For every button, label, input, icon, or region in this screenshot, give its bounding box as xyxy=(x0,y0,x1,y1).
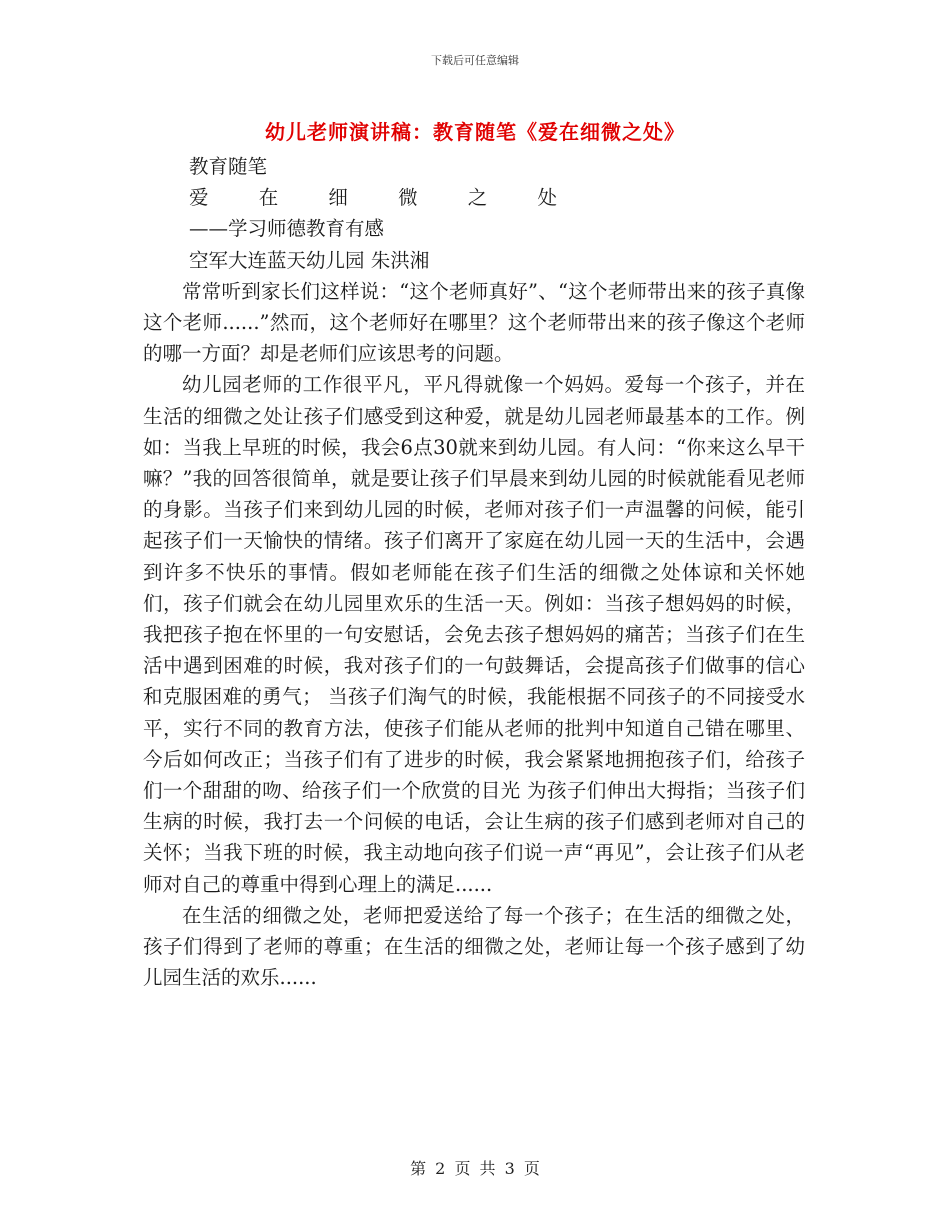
header-note: 下载后可任意编辑 xyxy=(431,54,519,67)
page-number: 第 2 页 共 3 页 xyxy=(410,1159,540,1178)
meta-subtitle: ——学习师德教育有感 xyxy=(189,217,385,241)
meta-category: 教育随笔 xyxy=(189,155,268,178)
meta-author: 空军大连蓝天幼儿园 朱洪湘 xyxy=(189,248,430,272)
meta-essay-title: 爱 在 细 微 之 处 xyxy=(189,186,579,210)
document-title: 幼儿老师演讲稿：教育随笔《爱在细微之处》 xyxy=(265,120,685,144)
document-body xyxy=(143,151,805,993)
paragraph-3: 在生活的细微之处，老师把爱送给了每一个孩子；在生活的细微之处，孩子们得到了老师的尊重；在生活的细微之处，老师让每一个孩子感到了幼儿园生活的欢乐...... xyxy=(143,903,805,990)
paragraph-2: 幼儿园老师的工作很平凡，平凡得就像一个妈妈。爱每一个孩子，并在生活的细微之处让孩子们感受到这种爱，就是幼儿园老师最基本的工作。例如：当我上早班的时候，我会6点30就来到幼儿园。有人问：“你来这么早干嘛？”我的回答很简单，就是要让孩子们早晨来到幼儿园的时候就能看见老师的身影。当孩子们来到幼儿园的时候，老师对孩子们一声温馨的问候，能引起孩子们一天愉快的情绪。孩子们离开了家庭在幼儿园一天的生活中，会遇到许多不快乐的事情。假如老师能在孩子们生活的细微之处体谅和关怀她们，孩子们就会在幼儿园里欢乐的生活一天。例如：当孩子想妈妈的时候，我把孩子抱在怀里的一句安慰话，会免去孩子想妈妈的痛苦；当孩子们在生活中遇到困难的时候，我对孩子们的一句鼓舞话，会提高孩子们做事的信心和克服困难的勇气； 当孩子们淘气的时候，我能根据不同孩子的不同接受水平，实行不同的教育方法，使孩子们能从老师的批判中知道自己错在哪里、今后如何改正；当孩子们有了进步的时候，我会紧紧地拥抱孩子们，给孩子们一个甜甜的吻、给孩子们一个欣赏的目光 为孩子们伸出大拇指；当孩子们生病的时候，我打去一个问候的电话，会让生病的孩子们感到老师对自己的关怀；当我下班的时候，我主动地向孩子们说一声“再见”，会让孩子们从老师对自己的尊重中得到心理上的满足...... xyxy=(143,373,805,896)
paragraph-1: 常常听到家长们这样说：“这个老师真好”、“这个老师带出来的孩子真像这个老师......”然而，这个老师好在哪里？这个老师带出来的孩子像这个老师的哪一方面？却是老师们应该思考的问题。 xyxy=(143,279,805,366)
